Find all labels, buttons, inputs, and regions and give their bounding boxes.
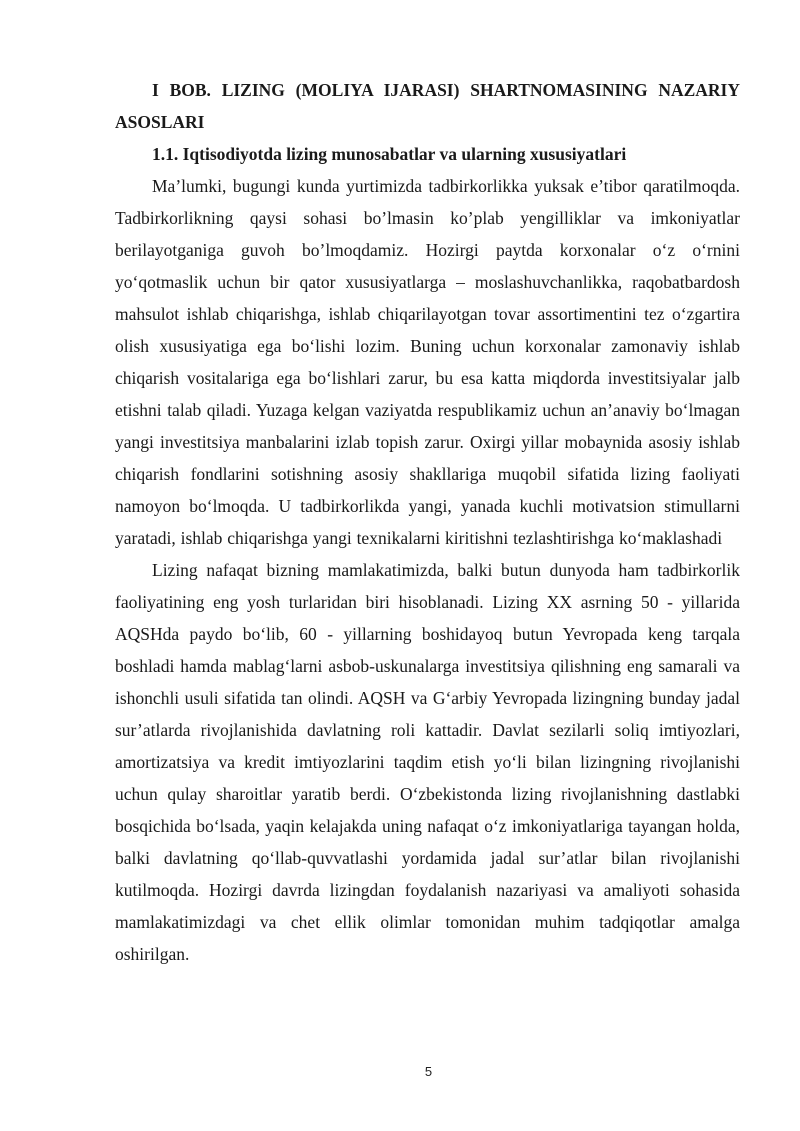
section-title: 1.1. Iqtisodiyotda lizing munosabatlar va ularning xususiyatlari [152, 144, 627, 164]
document-page [115, 74, 740, 970]
paragraph: Lizing nafaqat bizning mamlakatimizda, balki butun dunyoda ham tadbirkorlik faoliyatining eng yosh turlaridan biri hisoblanadi. Lizing XX asrning 50 - yillarida AQSHda paydo bo‘lib, 60 - yillarning boshidayoq butun Yevropada keng tarqala boshladi hamda mablag‘larni asbob-uskunalarga investitsiya qilishning eng samarali va ishonchli usuli sifatida tan olindi. AQSH va G‘arbiy Yevropada lizingning bunday jadal sur’atlarda rivojlanishida davlatning roli kattadir. Davlat sezilarli soliq imtiyozlari, amortizatsiya va kredit imtiyozlarini taqdim etish yo‘li bilan lizingning rivojlanishi uchun qulay sharoitlar yaratib berdi. O‘zbekistonda lizing rivojlanishning dastlabki bosqichida bo‘lsada, yaqin kelajakda uning nafaqat o‘z imkoniyatlariga tayangan holda, balki davlatning qo‘llab-quvvatlashi yordamida jadal sur’atlar bilan rivojlanishi kutilmoqda. Hozirgi davrda lizingdan foydalanish nazariyasi va amaliyoti sohasida mamlakatimizdagi va chet ellik olimlar tomonidan muhim tadqiqotlar amalga oshirilgan. [115, 560, 740, 964]
chapter-title: I BOB. LIZING (MOLIYA IJARASI) SHARTNOMASINING NAZARIY ASOSLARI [115, 80, 740, 132]
paragraph: Ma’lumki, bugungi kunda yurtimizda tadbirkorlikka yuksak e’tibor qaratilmoqda. Tadbirkorlikning qaysi sohasi bo’lmasin ko’plab yengilliklar va imkoniyatlar berilayotganiga guvoh bo’lmoqdamiz. Hozirgi paytda korxonalar o‘z o‘rnini yo‘qotmaslik uchun bir qator xususiyatlarga – moslashuvchanlikka, raqobatbardosh mahsulot ishlab chiqarishga, ishlab chiqarilayotgan tovar assortimentini tez o‘zgartira olish xususiyatiga ega bo‘lishi lozim. Buning uchun korxonalar zamonaviy ishlab chiqarish vositalariga ega bo‘lishlari zarur, bu esa katta miqdorda investitsiyalar jalb etishni talab qiladi. Yuzaga kelgan vaziyatda respublikamiz uchun an’anaviy bo‘lmagan yangi investitsiya manbalarini izlab topish zarur. Oxirgi yillar mobaynida asosiy ishlab chiqarish fondlarini sotishning asosiy shakllariga muqobil sifatida lizing faoliyati namoyon bo‘lmoqda. U tadbirkorlikda yangi, yanada kuchli motivatsion stimullarni yaratadi, ishlab chiqarishga yangi texnikalarni kiritishni tezlashtirishga ko‘maklashadi [115, 176, 740, 548]
page-number: 5 [424, 1064, 433, 1079]
